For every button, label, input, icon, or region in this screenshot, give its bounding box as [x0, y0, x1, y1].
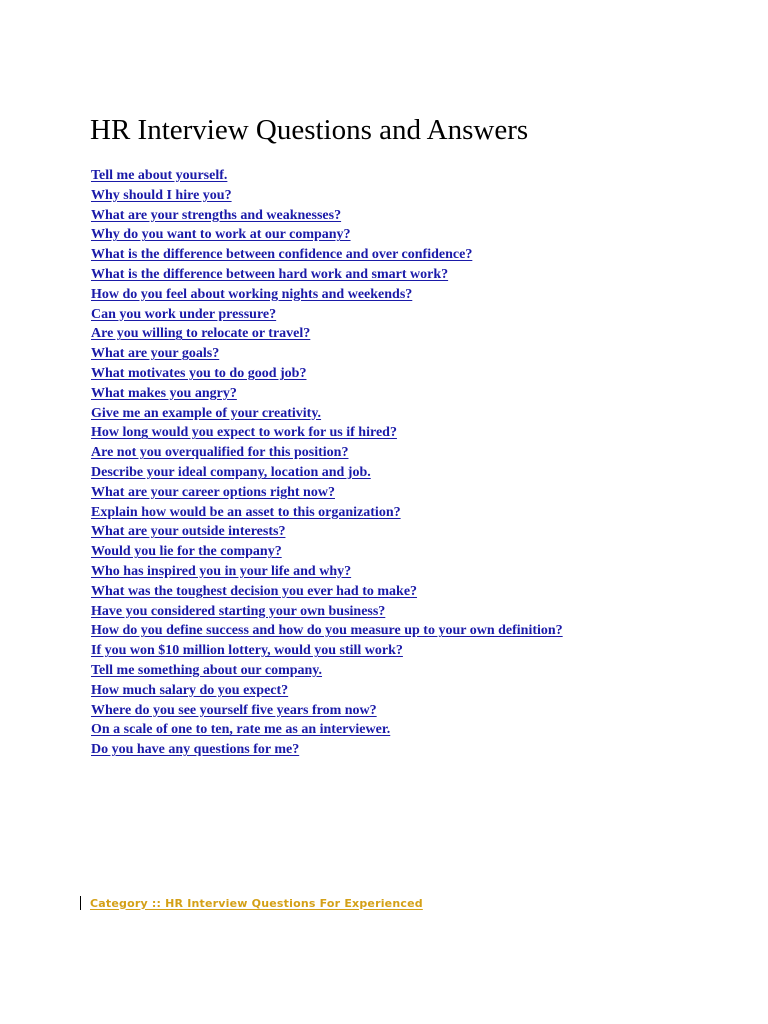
- list-item: [91, 502, 563, 522]
- category-link[interactable]: Category :: HR Interview Questions For Experienced: [90, 896, 423, 910]
- question-link[interactable]: What are your outside interests?: [91, 524, 286, 540]
- list-item: [91, 343, 563, 363]
- list-item: [91, 323, 563, 343]
- question-link[interactable]: What motivates you to do good job?: [91, 365, 307, 381]
- question-link[interactable]: How much salary do you expect?: [91, 682, 289, 698]
- list-item: [91, 205, 563, 225]
- question-link[interactable]: Are you willing to relocate or travel?: [91, 326, 311, 342]
- question-link[interactable]: What makes you angry?: [91, 385, 237, 401]
- list-item: [91, 541, 563, 561]
- list-item: [91, 383, 563, 403]
- question-link[interactable]: What are your strengths and weaknesses?: [91, 207, 342, 223]
- list-item: [91, 165, 563, 185]
- list-item: [91, 561, 563, 581]
- list-item: [91, 581, 563, 601]
- question-link[interactable]: How do you define success and how do you measure up to your own definition?: [91, 623, 563, 639]
- question-link[interactable]: What are your career options right now?: [91, 484, 335, 500]
- question-link[interactable]: Give me an example of your creativity.: [91, 405, 322, 421]
- question-link[interactable]: Where do you see yourself five years from now?: [91, 702, 377, 718]
- question-list: [91, 165, 563, 759]
- list-item: [91, 601, 563, 621]
- question-link[interactable]: How do you feel about working nights and weekends?: [91, 286, 413, 302]
- list-item: [91, 224, 563, 244]
- list-item: [91, 739, 563, 759]
- list-item: [91, 304, 563, 324]
- list-item: [91, 185, 563, 205]
- question-link[interactable]: Do you have any questions for me?: [91, 742, 300, 758]
- question-link[interactable]: If you won $10 million lottery, would you still work?: [91, 643, 403, 659]
- question-link[interactable]: Have you considered starting your own business?: [91, 603, 386, 619]
- list-item: [91, 422, 563, 442]
- list-item: [91, 462, 563, 482]
- list-item: [91, 403, 563, 423]
- list-item: [91, 680, 563, 700]
- question-link[interactable]: Tell me about yourself.: [91, 168, 228, 183]
- question-link[interactable]: How long would you expect to work for us if hired?: [91, 425, 397, 441]
- list-item: [91, 244, 563, 264]
- question-link[interactable]: Tell me something about our company.: [91, 662, 323, 678]
- question-link[interactable]: What is the difference between hard work and smart work?: [91, 266, 449, 282]
- list-item: [91, 700, 563, 720]
- question-link[interactable]: What was the toughest decision you ever had to make?: [91, 583, 418, 599]
- question-link[interactable]: Explain how would be an asset to this organization?: [91, 504, 401, 520]
- list-item: [91, 264, 563, 284]
- question-link[interactable]: Would you lie for the company?: [91, 544, 282, 560]
- list-item: [91, 482, 563, 502]
- list-item: [91, 719, 563, 739]
- list-item: [91, 521, 563, 541]
- question-link[interactable]: Are not you overqualified for this position?: [91, 445, 349, 461]
- list-item: [91, 660, 563, 680]
- list-item: [91, 640, 563, 660]
- question-link[interactable]: Who has inspired you in your life and why?: [91, 563, 352, 579]
- question-link[interactable]: On a scale of one to ten, rate me as an interviewer.: [91, 722, 391, 738]
- footer: [80, 895, 423, 911]
- list-item: [91, 620, 563, 640]
- footer-divider: [80, 896, 81, 910]
- question-link[interactable]: Why should I hire you?: [91, 187, 232, 203]
- question-link[interactable]: Why do you want to work at our company?: [91, 227, 351, 243]
- page-title: HR Interview Questions and Answers: [90, 114, 529, 146]
- question-link[interactable]: Describe your ideal company, location and job.: [91, 464, 371, 480]
- question-link[interactable]: Can you work under pressure?: [91, 306, 277, 322]
- question-link[interactable]: What are your goals?: [91, 346, 220, 362]
- list-item: [91, 363, 563, 383]
- list-item: [91, 442, 563, 462]
- question-link[interactable]: What is the difference between confidence and over confidence?: [91, 247, 473, 263]
- list-item: [91, 284, 563, 304]
